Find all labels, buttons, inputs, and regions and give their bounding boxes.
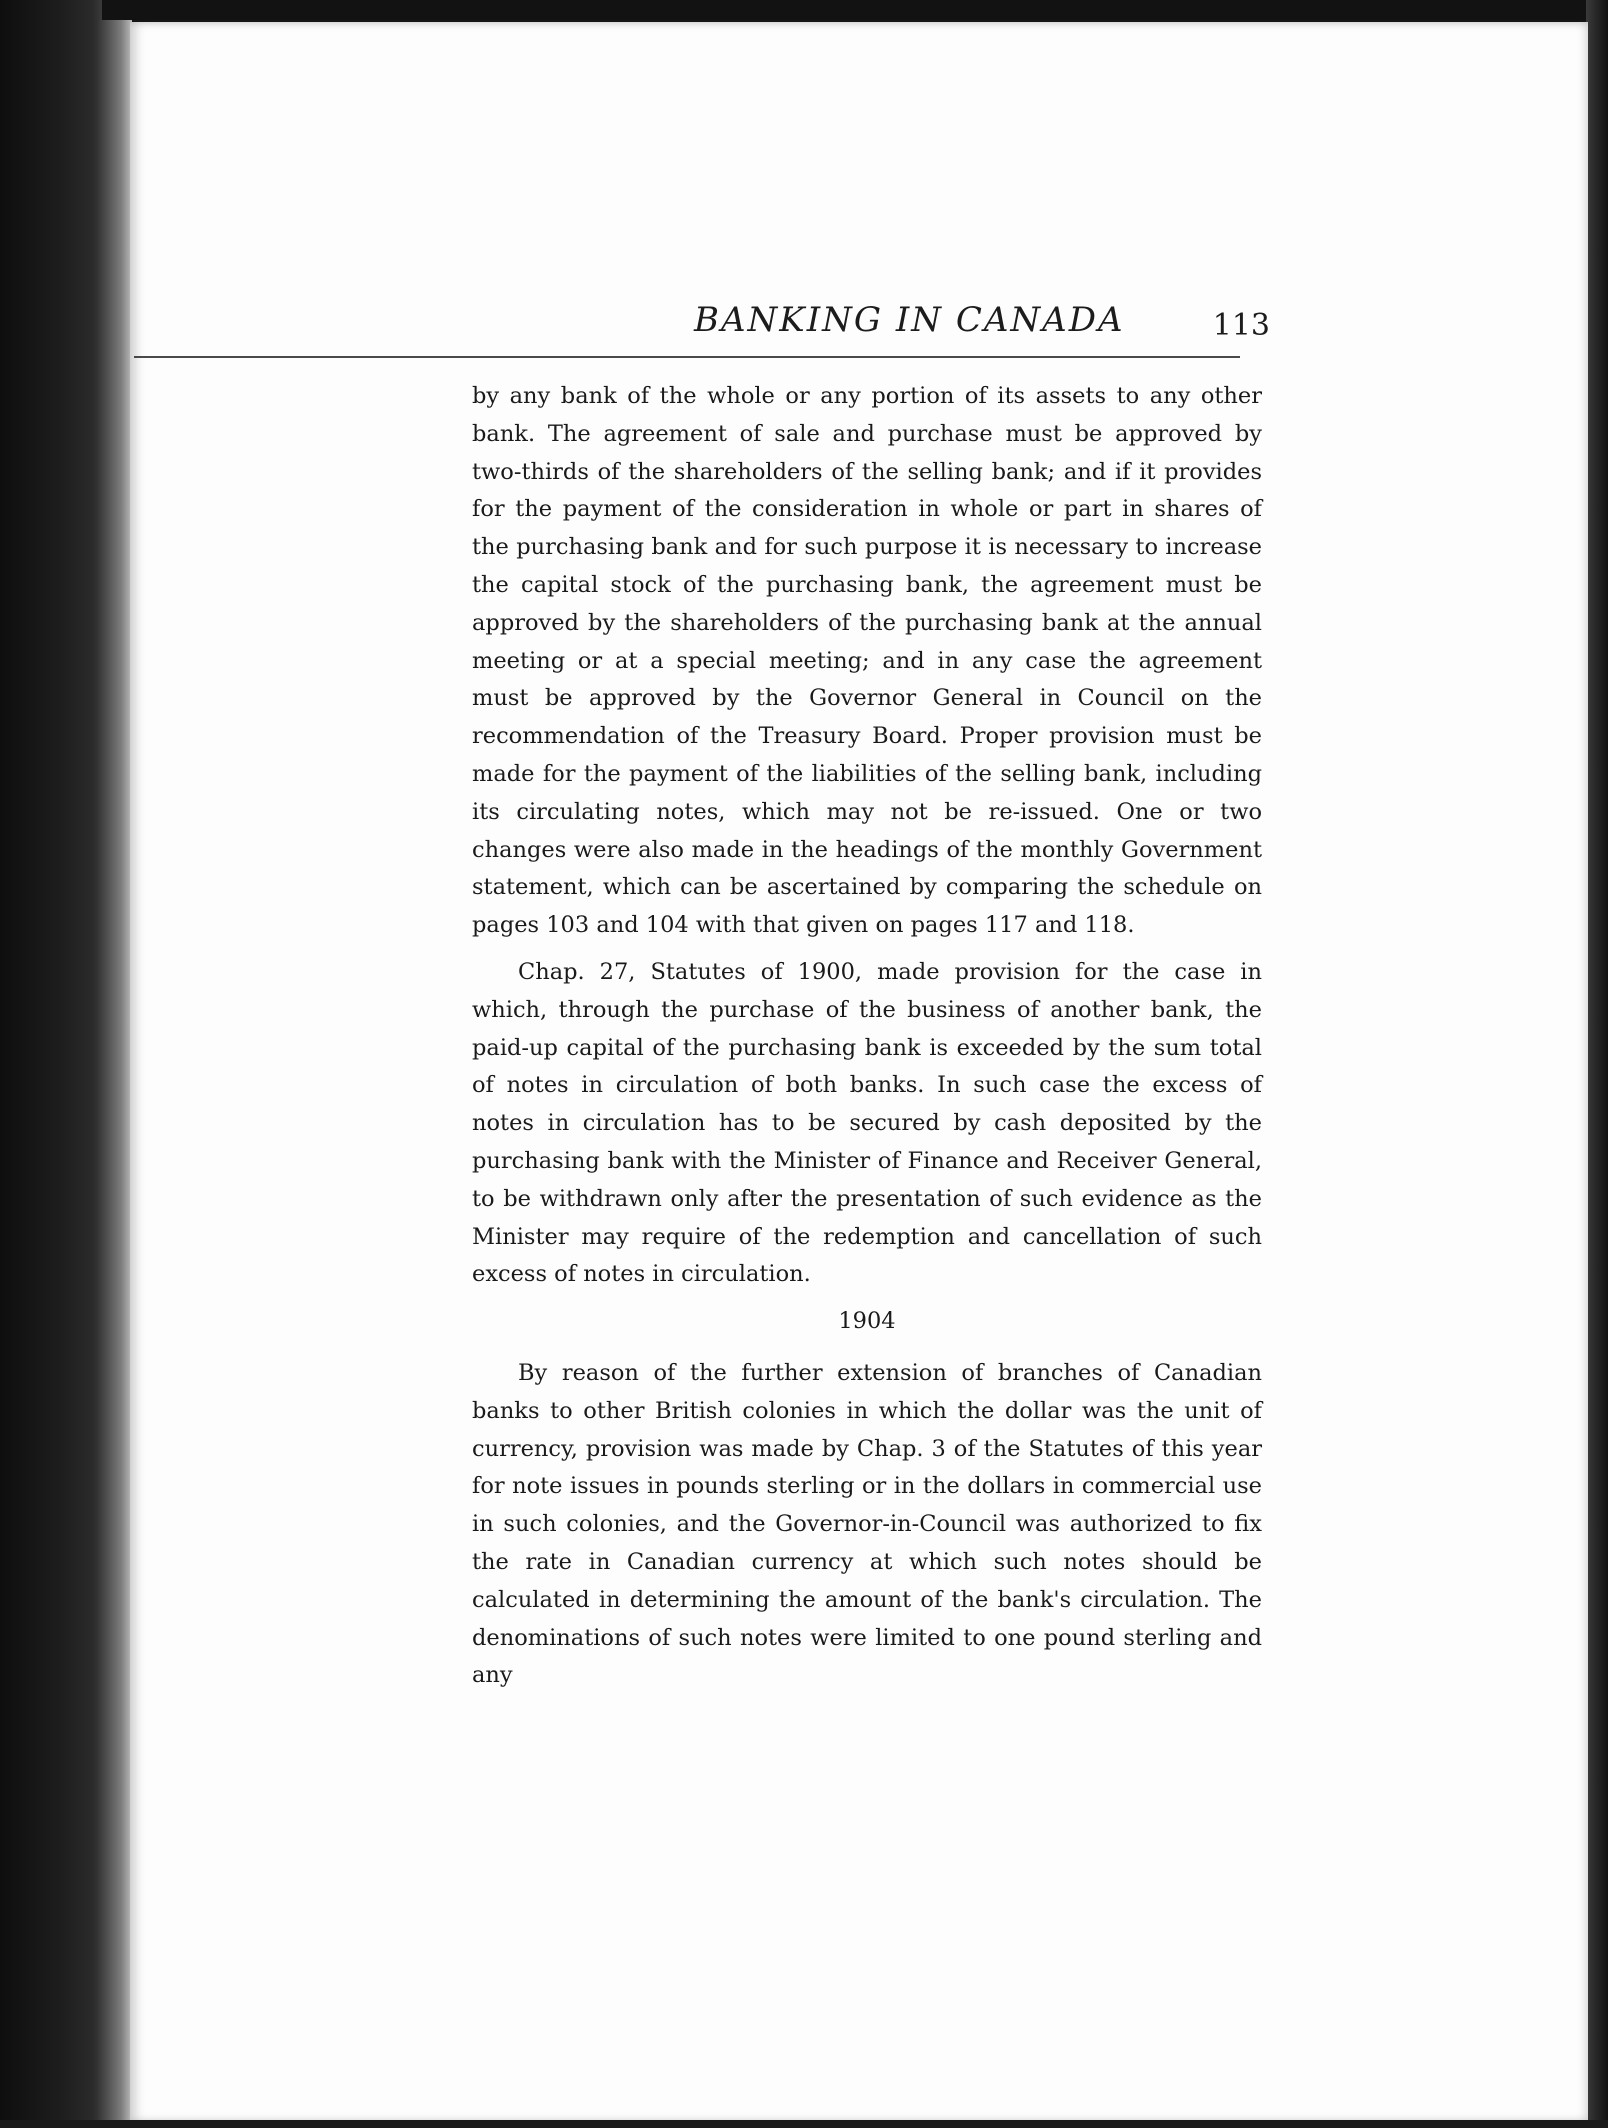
section-year-heading: 1904 [838,1308,896,1335]
running-header [360,300,1270,360]
scan-right-border [1586,0,1608,2128]
book-spine [0,0,102,2128]
running-title: BANKING IN CANADA [694,300,1125,340]
page-gutter-edge [96,20,132,2120]
page-body-text [472,378,1262,1704]
scan-bottom-border [0,2120,1608,2128]
paragraph-continuation: by any bank of the whole or any portion of its assets to any other bank. The agreement of sale and purchase must be approved by two-thirds of the shareholders of the selling bank; and if it provides for the payment of the consideration in whole or part in shares of the purchasing bank and for such purpose it is necessary to increase the capital stock of the purchasing bank, the agreement must be approved by the shareholders of the purchasing bank at the annual meeting or at a special meeting; and in any case the agreement must be approved by the Governor General in Council on the recommendation of the Treasury Board. Proper provision must be made for the payment of the liabilities of the selling bank, including its circulating notes, which may not be re-issued. One or two changes were also made in the headings of the monthly Government statement, which can be ascertained by comparing the schedule on pages 103 and 104 with that given on pages 117 and 118. [472,383,1262,939]
header-rule [134,356,1240,358]
paragraph-chap-27: Chap. 27, Statutes of 1900, made provision for the case in which, through the purchase of the business of another bank, the paid-up capital of the purchasing bank is exceeded by the sum total of notes in circulation of both banks. In such case the excess of notes in circulation has to be secured by cash deposited by the purchasing bank with the Minister of Finance and Receiver General, to be withdrawn only after the presentation of such evidence as the Minister may require of the redemption and cancellation of such excess of notes in circulation. [472,958,1262,1288]
page-number: 113 [1212,308,1270,343]
paragraph-1904: By reason of the further extension of branches of Canadian banks to other British colonies in which the dollar was the unit of currency, provision was made by Chap. 3 of the Statutes of this year for note issues in pounds sterling or in the dollars in commercial use in such colonies, and the Governor-in-Council was authorized to fix the rate in Canadian currency at which such notes should be calculated in determining the amount of the bank's circulation. The denominations of such notes were limited to one pound sterling and any [472,1359,1262,1689]
scan-top-border [0,0,1608,20]
